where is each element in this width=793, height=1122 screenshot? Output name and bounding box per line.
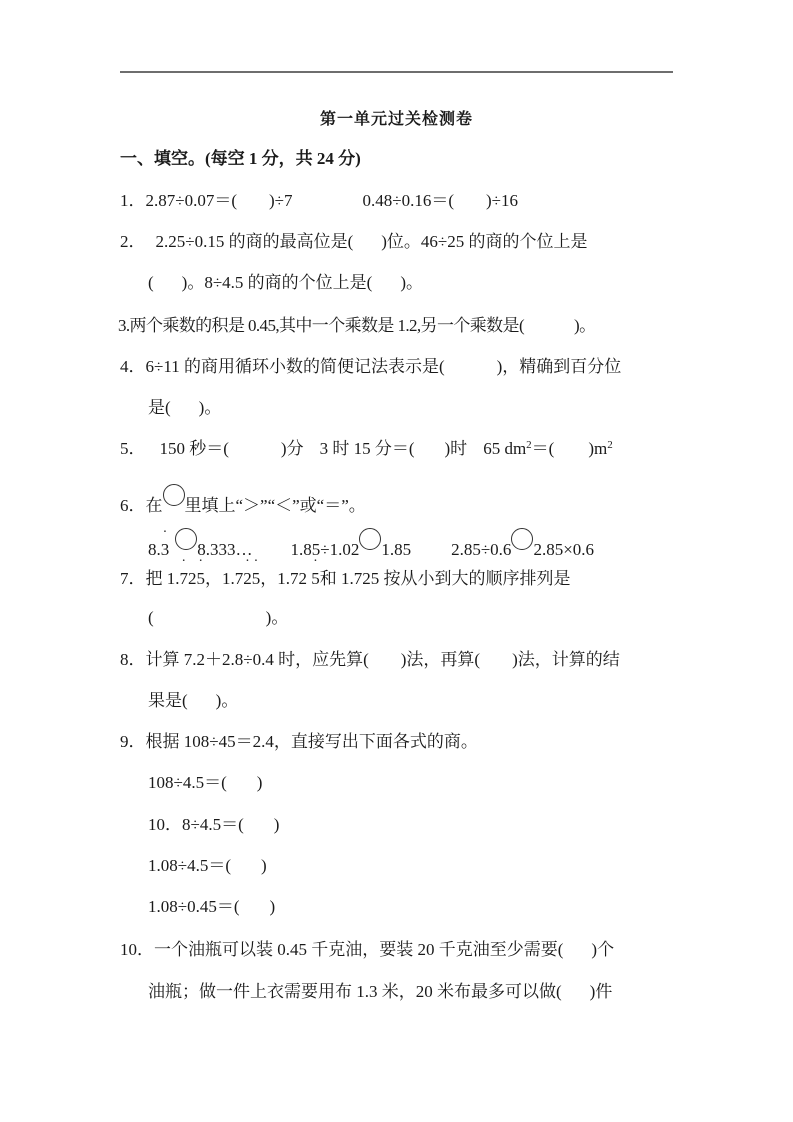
expression: 10．8÷4.5＝( bbox=[148, 815, 244, 834]
question-number: 6． bbox=[120, 496, 146, 515]
question-3 bbox=[118, 315, 595, 337]
question-4-line-2 bbox=[148, 397, 221, 419]
digits: 1.72 bbox=[277, 569, 312, 588]
separator: ， bbox=[260, 569, 278, 588]
comparison-3 bbox=[451, 540, 594, 559]
question-8-line-1 bbox=[120, 649, 620, 671]
question-text: )个 bbox=[591, 940, 615, 959]
expression: 1.08÷0.45＝( bbox=[148, 897, 240, 916]
question-text: 油瓶；做一件上衣需要用布 1.3 米，20 米布最多可以做( bbox=[148, 982, 562, 1001]
repeating-digit: · 7 bbox=[180, 568, 189, 590]
question-number: 2． bbox=[120, 232, 146, 251]
question-text: )。 bbox=[400, 273, 423, 292]
repeating-digit: · 3 bbox=[161, 539, 170, 561]
question-text: 3.两个乘数的积是 0.45,其中一个乘数是 1.2,另一个乘数是( bbox=[118, 316, 525, 335]
expression: 8. bbox=[148, 540, 161, 559]
question-2-line-1 bbox=[120, 231, 588, 253]
question-8-line-2 bbox=[148, 690, 238, 712]
expression: ) bbox=[261, 856, 267, 875]
repeating-decimal-2 bbox=[222, 569, 260, 588]
question-text: )。 bbox=[215, 691, 239, 710]
question-text: ( bbox=[148, 273, 154, 292]
expression: ) bbox=[269, 897, 276, 916]
question-text: 果是( bbox=[148, 691, 188, 710]
question-text: 6÷11 的商用循环小数的简便记法表示是( bbox=[145, 357, 445, 376]
superscript: 2 bbox=[607, 439, 613, 451]
compare-circle[interactable] bbox=[359, 528, 381, 550]
comparison-2 bbox=[291, 540, 412, 559]
expression: 0.48÷0.16＝( bbox=[362, 191, 454, 210]
question-9-item bbox=[148, 896, 275, 918]
question-4-line-1 bbox=[120, 356, 621, 378]
expression: 2.87÷0.07＝( bbox=[145, 191, 237, 210]
question-text: 计算 7.2＋2.8÷0.4 时，应先算( bbox=[145, 650, 369, 669]
question-text: 里填上“＞”“＜”或“＝”。 bbox=[184, 496, 366, 515]
repeating-digit: · 2 bbox=[243, 568, 252, 590]
question-number: 1． bbox=[120, 191, 146, 210]
question-10-line-1 bbox=[120, 939, 614, 961]
question-text: )位。46÷25 的商的个位上是 bbox=[381, 232, 588, 251]
question-text: ( bbox=[148, 608, 154, 627]
question-number: 10． bbox=[120, 940, 154, 959]
question-9 bbox=[120, 731, 478, 753]
expression: ) bbox=[273, 815, 280, 834]
expression: 1.85 bbox=[381, 540, 412, 559]
expression: )÷16 bbox=[486, 191, 518, 210]
question-number: 8． bbox=[120, 650, 146, 669]
question-text: )。 bbox=[265, 608, 289, 627]
question-text: )。 bbox=[574, 316, 596, 335]
question-6-comparisons bbox=[148, 528, 594, 561]
repeating-decimal-1 bbox=[167, 569, 205, 588]
repeating-digit: · 5 bbox=[311, 568, 320, 590]
question-text: )。8÷4.5 的商的个位上是( bbox=[181, 273, 373, 292]
separator: ， bbox=[205, 569, 222, 588]
question-9-item bbox=[148, 814, 279, 836]
expression: )m bbox=[588, 439, 608, 458]
question-text: 一个油瓶可以装 0.45 千克油，要装 20 千克油至少需要( bbox=[154, 940, 564, 959]
question-number: 9． bbox=[120, 732, 146, 751]
question-text: )。 bbox=[198, 398, 222, 417]
question-7-line-2 bbox=[148, 607, 288, 629]
question-text: 2.25÷0.15 的商的最高位是( bbox=[155, 232, 354, 251]
question-text: 和 1.725 按从小到大的顺序排列是 bbox=[319, 569, 571, 588]
question-1 bbox=[120, 190, 518, 212]
compare-circle[interactable] bbox=[175, 528, 197, 550]
digits: 1. bbox=[166, 569, 180, 588]
question-text: 是( bbox=[148, 398, 171, 417]
superscript: 2 bbox=[526, 439, 532, 451]
header-rule bbox=[120, 71, 673, 73]
expression: ＝( bbox=[531, 439, 555, 458]
question-text: )法，再算( bbox=[400, 650, 481, 669]
expression: 8.333… bbox=[197, 540, 253, 559]
repeating-digit: · 5 bbox=[252, 568, 261, 590]
circle-icon bbox=[163, 484, 185, 506]
expression: 1.08÷4.5＝( bbox=[148, 856, 231, 875]
page-title: 第一单元过关检测卷 bbox=[319, 109, 473, 128]
question-text: 根据 108÷45＝2.4，直接写出下面各式的商。 bbox=[145, 732, 478, 751]
question-6-line-1 bbox=[120, 484, 366, 517]
expression: 3 时 15 分＝( bbox=[319, 439, 415, 458]
expression: 150 秒＝( bbox=[159, 439, 229, 458]
expression: 2.85×0.6 bbox=[533, 540, 595, 559]
expression: )时 bbox=[444, 439, 468, 458]
question-5 bbox=[120, 438, 613, 460]
section-heading: 一、填空。(每空 1 分，共 24 分) bbox=[120, 149, 361, 168]
question-text: )，精确到百分位 bbox=[496, 357, 622, 376]
repeating-decimal-3 bbox=[277, 569, 320, 588]
question-text: 把 bbox=[145, 569, 167, 588]
question-9-item bbox=[148, 772, 262, 794]
expression: ) bbox=[256, 773, 263, 792]
question-number: 7． bbox=[120, 569, 146, 588]
question-text: )件 bbox=[589, 982, 613, 1001]
expression: )÷7 bbox=[269, 191, 293, 210]
expression: 108÷4.5＝( bbox=[148, 773, 227, 792]
expression: 65 dm bbox=[483, 439, 527, 458]
question-10-line-2 bbox=[148, 981, 612, 1003]
compare-circle[interactable] bbox=[511, 528, 533, 550]
expression: 2.85÷0.6 bbox=[451, 540, 512, 559]
question-2-line-2 bbox=[148, 272, 423, 294]
digits: 2 bbox=[188, 569, 197, 588]
digits: 1.7 bbox=[222, 569, 244, 588]
question-number: 5． bbox=[120, 439, 146, 458]
question-7-line-1 bbox=[120, 568, 571, 590]
question-9-item bbox=[148, 855, 267, 877]
question-text: )法，计算的结 bbox=[512, 650, 620, 669]
expression: )分 bbox=[280, 439, 304, 458]
question-number: 4． bbox=[120, 357, 146, 376]
question-text: 在 bbox=[145, 496, 163, 515]
repeating-digit: · 5 bbox=[197, 568, 206, 590]
expression: 1.85÷1.02 bbox=[290, 540, 360, 559]
